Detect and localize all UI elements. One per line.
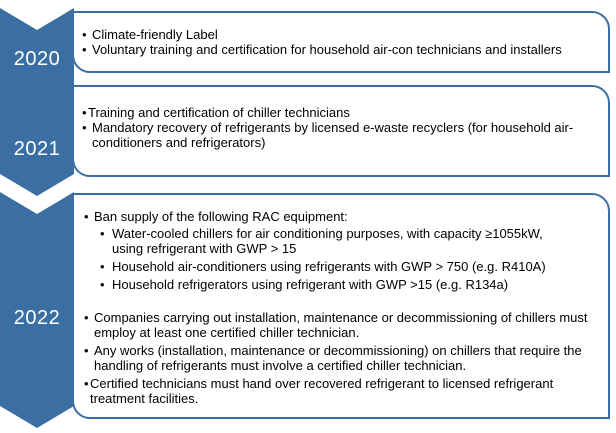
ban-item: • Household air-conditioners using refrigerants with GWP > 750 (e.g. R410A) (84, 259, 602, 274)
box-2021 (72, 85, 610, 177)
list-item: • Voluntary training and certification for household air-con technicians and installers (82, 42, 602, 57)
box-2022 (72, 193, 610, 419)
list-item: • Climate-friendly Label (82, 27, 602, 42)
list-item: • Training and certification of chiller technicians (82, 105, 602, 120)
ban-item: • Household refrigerators using refrigerant with GWP >15 (e.g. R134a) (84, 277, 602, 292)
list-item: • Companies carrying out installation, maintenance or decommissioning of chillers must employ at least one certified chiller technician. (84, 310, 602, 340)
ban-item: • Water-cooled chillers for air conditioning purposes, with capacity ≥1055kW, using refrigerant with GWP > 15 (84, 226, 602, 256)
list-item: • Any works (installation, maintenance or decommissioning) on chillers that require the handling of refrigerants must involve a certified chiller technician. (84, 343, 602, 373)
ban-heading: • Ban supply of the following RAC equipment: (84, 209, 602, 224)
list-item: • Mandatory recovery of refrigerants by licensed e-waste recyclers (for household air-conditioners and refrigerators) (82, 120, 602, 150)
list-item: • Certified technicians must hand over recovered refrigerant to licensed refrigerant treatment facilities. (84, 376, 602, 406)
year-2021-label: 2021 (13, 138, 61, 160)
year-2020-label: 2020 (13, 48, 61, 70)
year-2022-label: 2022 (13, 307, 61, 329)
box-2020 (72, 11, 610, 73)
